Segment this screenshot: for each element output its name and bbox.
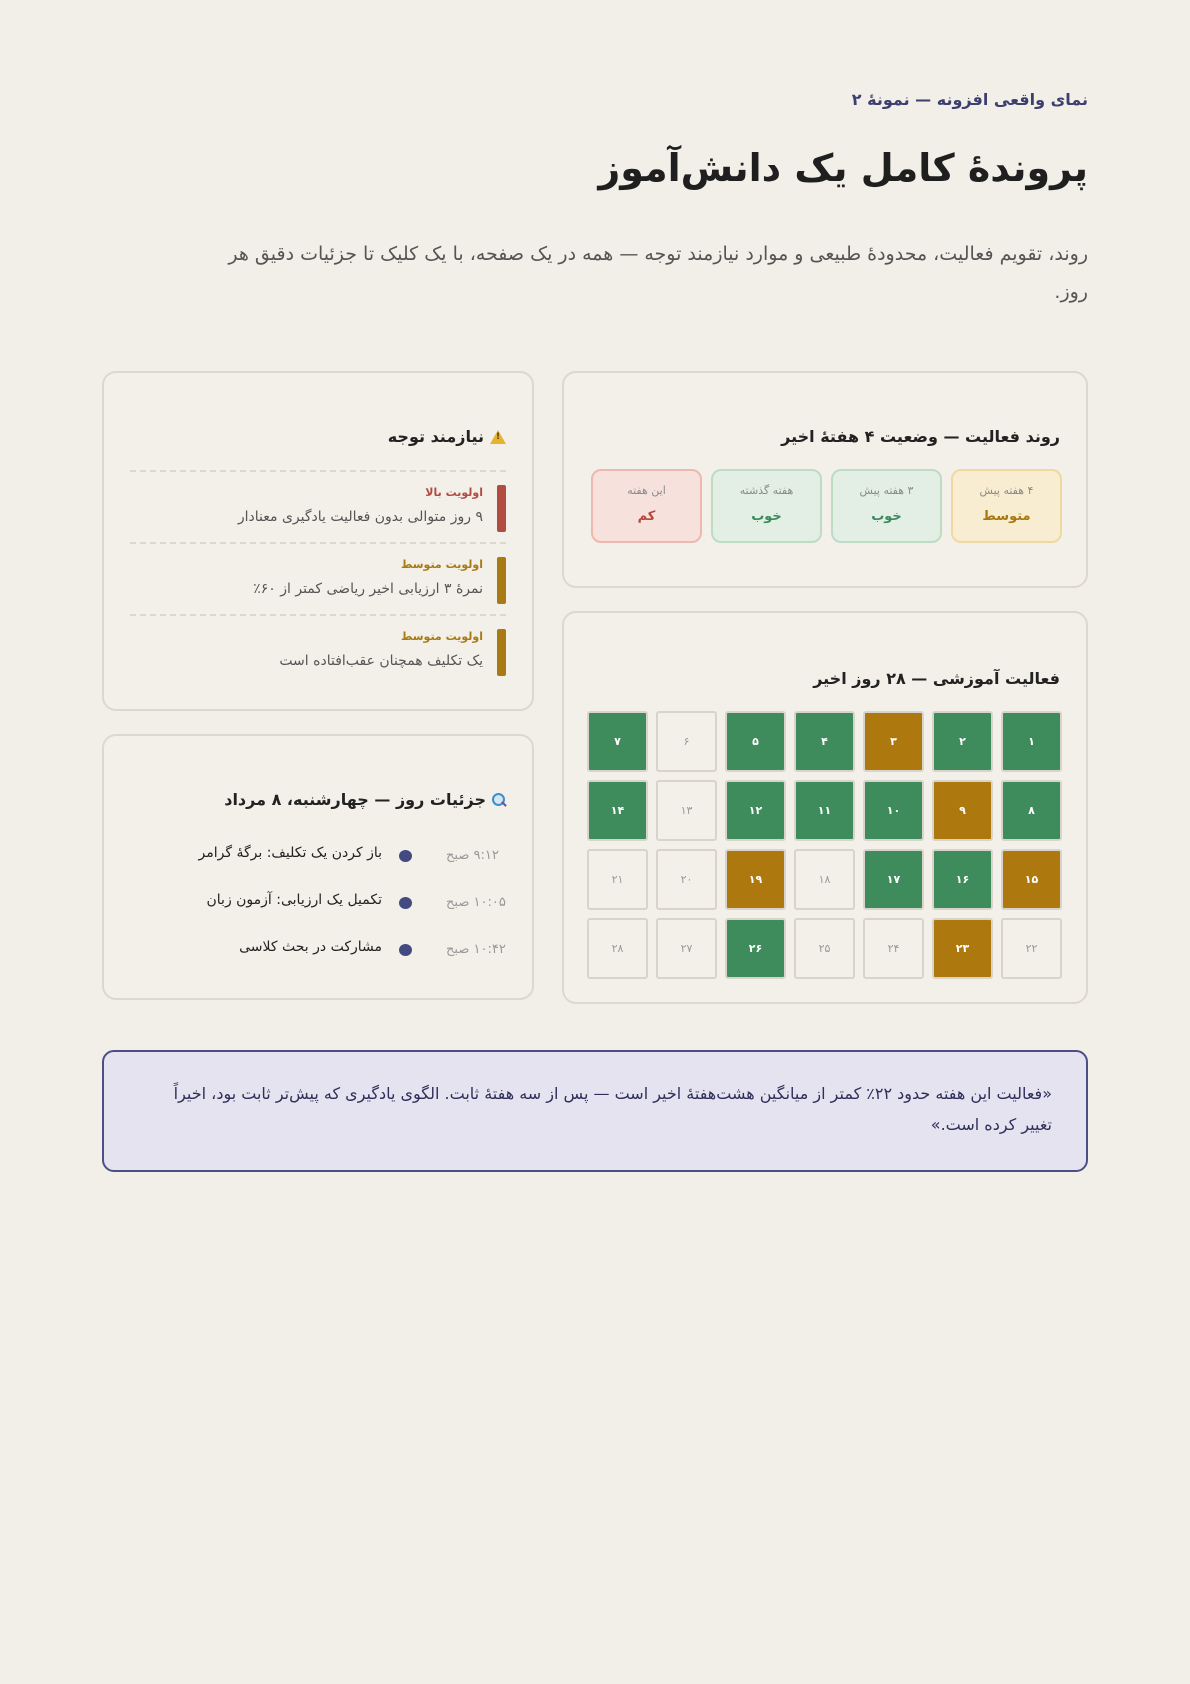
calendar-day[interactable]: ۵ bbox=[725, 711, 786, 772]
day-detail-card bbox=[102, 734, 534, 1000]
page-eyebrow: نمای واقعی افزونه — نمونهٔ ۲ bbox=[851, 90, 1088, 109]
alert-item[interactable] bbox=[130, 614, 506, 686]
insight-quote: «فعالیت این هفته حدود ۲۲٪ کمتر از میانگین هشت‌هفتهٔ اخیر است — پس از سه هفتهٔ ثابت. الگوی یادگیری که پیش‌تر ثابت بود، اخیراً تغییر کرده است.» bbox=[102, 1050, 1088, 1172]
calendar-day[interactable]: ۲۷ bbox=[656, 918, 717, 979]
calendar-day[interactable]: ۲ bbox=[932, 711, 993, 772]
calendar-day[interactable]: ۱۹ bbox=[725, 849, 786, 910]
event-item bbox=[130, 930, 506, 977]
calendar-day[interactable]: ۲۸ bbox=[587, 918, 648, 979]
page-title: پروندهٔ کامل یک دانش‌آموز bbox=[598, 146, 1088, 190]
alert-item[interactable] bbox=[130, 542, 506, 614]
calendar-day[interactable]: ۹ bbox=[932, 780, 993, 841]
week-label: هفته گذشته bbox=[739, 484, 794, 497]
event-dot-icon bbox=[399, 897, 412, 909]
calendar-day[interactable]: ۲۲ bbox=[1001, 918, 1062, 979]
calendar-day[interactable]: ۲۱ bbox=[587, 849, 648, 910]
calendar-day[interactable]: ۱۰ bbox=[863, 780, 924, 841]
day-grid bbox=[587, 711, 1062, 979]
calendar-day[interactable]: ۲۶ bbox=[725, 918, 786, 979]
calendar-day[interactable]: ۱۲ bbox=[725, 780, 786, 841]
week-label: ۳ هفته پیش bbox=[859, 484, 914, 497]
attention-heading bbox=[388, 427, 506, 446]
alert-priority: اولویت متوسط bbox=[400, 630, 483, 643]
warning-icon bbox=[490, 430, 506, 444]
event-text: باز کردن یک تکلیف: برگهٔ گرامر bbox=[198, 845, 382, 861]
calendar-day[interactable]: ۷ bbox=[587, 711, 648, 772]
event-dot-icon bbox=[399, 850, 412, 862]
week-label: ۴ هفته پیش bbox=[979, 484, 1034, 497]
event-time: ۹:۱۲ صبح bbox=[446, 848, 499, 863]
week-card[interactable] bbox=[711, 469, 822, 543]
event-item bbox=[130, 883, 506, 930]
activity-calendar-card bbox=[562, 611, 1088, 1004]
calendar-day[interactable]: ۱۴ bbox=[587, 780, 648, 841]
calendar-day[interactable]: ۲۵ bbox=[794, 918, 855, 979]
calendar-day[interactable]: ۶ bbox=[656, 711, 717, 772]
week-label: این هفته bbox=[627, 484, 666, 497]
day-detail-title: جزئیات روز — چهارشنبه، ۸ مرداد bbox=[224, 790, 486, 809]
alert-message: نمرهٔ ۳ ارزیابی اخیر ریاضی کمتر از ۶۰٪ bbox=[253, 581, 483, 597]
week-status: کم bbox=[637, 509, 656, 524]
calendar-day[interactable]: ۱ bbox=[1001, 711, 1062, 772]
priority-bar bbox=[497, 557, 506, 604]
event-time: ۱۰:۰۵ صبح bbox=[446, 895, 506, 910]
calendar-day[interactable]: ۲۰ bbox=[656, 849, 717, 910]
alert-item[interactable] bbox=[130, 470, 506, 542]
week-card[interactable] bbox=[591, 469, 702, 543]
calendar-title: فعالیت آموزشی — ۲۸ روز اخیر bbox=[813, 669, 1060, 688]
priority-bar bbox=[497, 485, 506, 532]
calendar-day[interactable]: ۸ bbox=[1001, 780, 1062, 841]
alert-priority: اولویت بالا bbox=[425, 486, 483, 499]
calendar-day[interactable]: ۲۳ bbox=[932, 918, 993, 979]
calendar-day[interactable]: ۱۵ bbox=[1001, 849, 1062, 910]
week-status: خوب bbox=[871, 509, 902, 524]
event-list bbox=[130, 836, 506, 977]
trend-title: روند فعالیت — وضعیت ۴ هفتهٔ اخیر bbox=[781, 427, 1060, 446]
alert-message: ۹ روز متوالی بدون فعالیت یادگیری معنادار bbox=[237, 509, 483, 525]
calendar-day[interactable]: ۱۳ bbox=[656, 780, 717, 841]
calendar-day[interactable]: ۱۷ bbox=[863, 849, 924, 910]
alert-message: یک تکلیف همچنان عقب‌افتاده است bbox=[279, 653, 483, 669]
priority-bar bbox=[497, 629, 506, 676]
activity-trend-card bbox=[562, 371, 1088, 588]
week-status: متوسط bbox=[982, 509, 1031, 524]
calendar-day[interactable]: ۱۱ bbox=[794, 780, 855, 841]
day-detail-heading bbox=[224, 790, 506, 809]
event-time: ۱۰:۴۲ صبح bbox=[446, 942, 506, 957]
week-card[interactable] bbox=[831, 469, 942, 543]
event-text: تکمیل یک ارزیابی: آزمون زبان bbox=[206, 892, 382, 908]
attention-card bbox=[102, 371, 534, 711]
magnifier-icon bbox=[492, 793, 506, 807]
alert-list bbox=[130, 470, 506, 686]
calendar-day[interactable]: ۱۶ bbox=[932, 849, 993, 910]
calendar-day[interactable]: ۱۸ bbox=[794, 849, 855, 910]
event-dot-icon bbox=[399, 944, 412, 956]
calendar-day[interactable]: ۳ bbox=[863, 711, 924, 772]
calendar-day[interactable]: ۲۴ bbox=[863, 918, 924, 979]
week-card[interactable] bbox=[951, 469, 1062, 543]
week-status: خوب bbox=[751, 509, 782, 524]
event-text: مشارکت در بحث کلاسی bbox=[239, 939, 382, 955]
page-subtitle: روند، تقویم فعالیت، محدودهٔ طبیعی و موارد نیازمند توجه — همه در یک صفحه، با یک کلیک تا جزئیات دقیق هر روز. bbox=[228, 243, 1088, 303]
week-status-list bbox=[591, 469, 1062, 543]
alert-priority: اولویت متوسط bbox=[400, 558, 483, 571]
event-item bbox=[130, 836, 506, 883]
calendar-day[interactable]: ۴ bbox=[794, 711, 855, 772]
attention-title: نیازمند توجه bbox=[387, 427, 484, 446]
